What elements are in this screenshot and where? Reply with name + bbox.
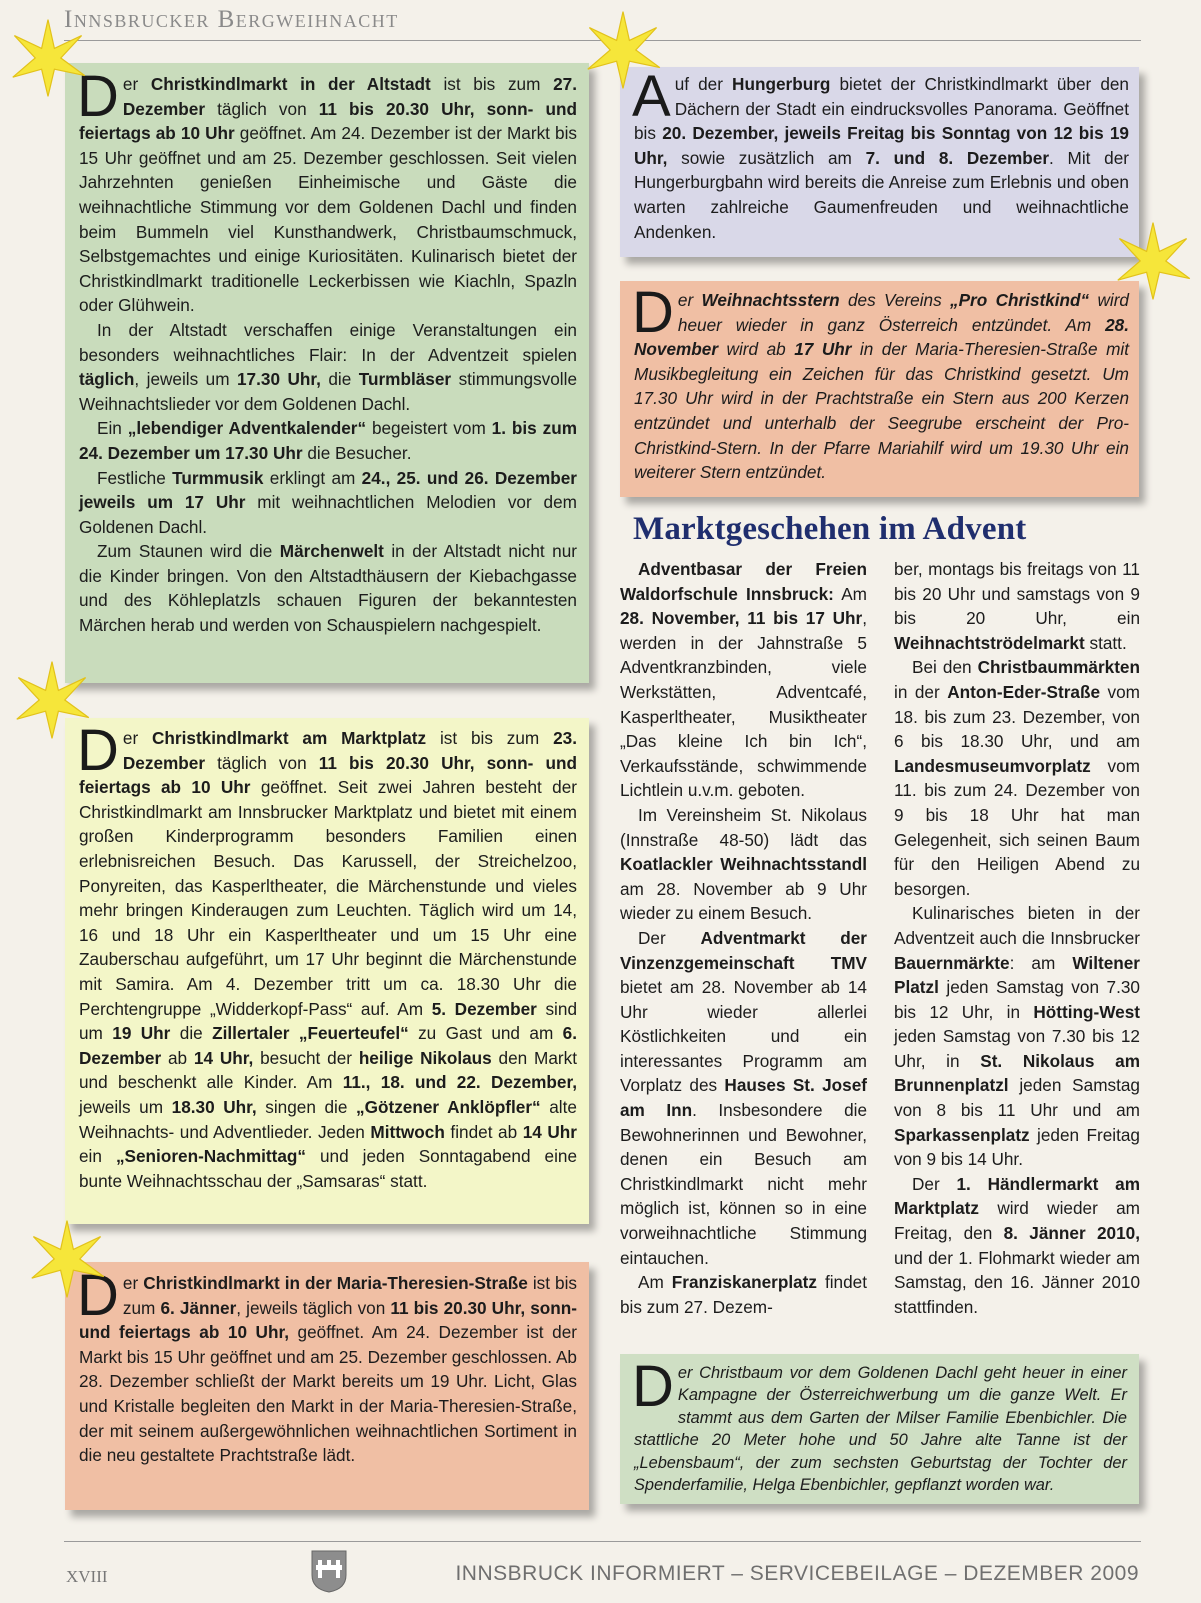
section-column-1 (620, 557, 867, 1319)
altstadt-paragraph-4: Festliche Turmmusik erklingt am 24., 25. und 26. Dezember jeweils um 17 Uhr mit weihnachtlichen Melodien vor dem Goldenen Dachl. (79, 467, 577, 537)
box-marktplatz (65, 718, 589, 1224)
dropcap: D (77, 1263, 119, 1328)
dropcap: D (632, 1354, 674, 1419)
dropcap: D (632, 280, 674, 345)
star-icon (8, 18, 88, 98)
column-1-paragraph: Adventbasar der Freien Waldorfschule Innsbruck: Am 28. November, 11 bis 17 Uhr, werden in der Jahnstraße 5 Adventkranzbinden, viele Werkstätten, Adventcafé, Kasperltheater, Musiktheater „Das kleine Ich bin Ich“, Verkaufsstände, schwimmende Lichtlein u.v.m. geboten. (620, 559, 867, 801)
section-heading: Marktgeschehen im Advent (633, 511, 1027, 547)
marktplatz-paragraph: Der Christkindlmarkt am Marktplatz ist bis zum 23. Dezember täglich von 11 bis 20.30 Uhr, sonn- und feiertags ab 10 Uhr geöffnet. Seit zwei Jahren besteht der Christkindlmarkt am Innsbrucker Marktplatz und bietet mit einem großen Kinderprogramm besonders Familien einen erlebnisreichen Besuch. Das Karussell, der Streichelzoo, Ponyreiten, das Kasperltheater, die Märchenstunde und vieles mehr bringen Kinderaugen zum Leuchten. Täglich wird um 14, 16 und 18 Uhr ein Kasperltheater und um 15 Uhr eine Zauberschau aufgeführt, um 17 Uhr beginnt die Märchenstunde mit Samira. Am 4. Dezember tritt um ca. 18.30 Uhr die Perchtengruppe „Widderkopf-Pass“ auf. Am 5. Dezember sind um 19 Uhr die Zillertaler „Feuerteufel“ zu Gast und am 6. Dezember ab 14 Uhr, besucht der heilige Nikolaus den Markt und beschenkt alle Kinder. Am 11., 18. und 22. Dezember, jeweils um 18.30 Uhr, singen die „Götzener Anklöpfler“ alte Weihnachts- und Adventlieder. Jeden Mittwoch findet ab 14 Uhr ein „Senioren-Nachmittag“ und jeden Sonntagabend eine bunte Weihnachtsschau der „Samsaras“ statt. (77, 718, 578, 1191)
dropcap: A (632, 64, 671, 129)
altstadt-paragraph-3: Ein „lebendiger Adventkalender“ begeistert vom 1. bis zum 24. Dezember um 17.30 Uhr die Besucher. (79, 418, 577, 463)
star-icon (27, 1219, 107, 1299)
altstadt-paragraph-1: Der Christkindlmarkt in der Altstadt ist bis zum 27. Dezember täglich von 11 bis 20.30 Uhr, sonn- und feiertags ab 10 Uhr geöffnet. Am 24. Dezember ist der Markt bis 15 Uhr geöffnet und am 25. Dezember geschlossen. Seit vielen Jahrzehnten genießen Einheimische und Gäste die weihnachtliche Stimmung vor dem Goldenen Dachl und finden beim Bummeln viel Kunsthandwerk, Christbaumschmuck, Selbstgemachtes und einige Kuriositäten. Kulinarisch bietet der Christkindlmarkt traditionelle Leckerbissen wie Kiachln, Spazln oder Glühwein. (77, 64, 577, 316)
footer-divider (64, 1541, 1141, 1542)
column-2-paragraph: Kulinarisches bieten in der Adventzeit auch die Innsbrucker Bauernmärkte: am Wiltener Platzl jeden Samstag von 7.30 bis 12 Uhr, in Hötting-West jeden Samstag von 7.30 bis 12 Uhr, in St. Nikolaus am Brunnenplatzl jeden Samstag von 8 bis 11 Uhr und am Sparkassenplatz jeden Freitag von 9 bis 14 Uhr. (894, 903, 1140, 1170)
dropcap: D (77, 64, 119, 129)
maria-theresien-paragraph: Der Christkindlmarkt in der Maria-Theresien-Straße ist bis zum 6. Jänner, jeweils täglich von 11 bis 20.30 Uhr, sonn- und feiertags ab 10 Uhr, geöffnet. Am 24. Dezember ist der Markt bis 15 Uhr geöffnet und am 25. Dezember geschlossen. Ab 28. Dezember schließt der Markt bereits um 19 Uhr. Licht, Glas und Kristalle begleiten den Markt in der Maria-Theresien-Straße, der mit seinem außergewöhnlichen weihnachtlichen Sortiment in die neu gestaltete Prachtstraße lädt. (77, 1263, 577, 1466)
box-altstadt (65, 63, 589, 683)
column-2-paragraph: Bei den Christbaummärkten in der Anton-Eder-Straße vom 18. bis zum 23. Dezember, von 6 bis 18.30 Uhr, und am Landesmuseumvorplatz vom 11. bis zum 24. Dezember von 9 bis 18 Uhr hat man Gelegenheit, sich seinen Baum für den Heiligen Abend zu besorgen. (894, 657, 1140, 899)
star-icon (1113, 221, 1193, 301)
publication-footer: INNSBRUCK INFORMIERT – SERVICEBEILAGE – DEZEMBER 2009 (455, 1562, 1139, 1585)
altstadt-paragraph-2: In der Altstadt verschaffen einige Veranstaltungen ein besonders weihnachtliches Flair: In der Adventzeit spielen täglich, jeweils um 17.30 Uhr, die Turmbläser stimmungsvolle Weihnachtslieder vor dem Goldenen Dachl. (79, 319, 578, 414)
weihnachtsstern-paragraph: Der Weihnachtsstern des Vereins „Pro Christkind“ wird heuer wieder in ganz Österreich entzündet. Am 28. November wird ab 17 Uhr in der Maria-Theresien-Straße mit Musikbegleitung ein Zeichen für das Christkind gesetzt. Um 17.30 Uhr wird in der Prachtstraße ein Stern aus 200 Kerzen entzündet und unterhalb der Seegrube erscheint der Pro-Christkind-Stern. In der Pfarre Mariahilf wird um 19.30 Uhr ein weiterer Stern entzündet. (632, 280, 1129, 483)
column-2-paragraph: Der 1. Händlermarkt am Marktplatz wird wieder am Freitag, den 8. Jänner 2010, und der 1. Flohmarkt wieder am Samstag, den 16. Jänner 2010 stattfinden. (894, 1173, 1141, 1317)
column-1-paragraph: Der Adventmarkt der Vinzenzgemeinschaft TMV bietet am 28. November ab 14 Uhr wieder allerlei Köstlichkeiten und ein interessantes Programm am Vorplatz des Hauses St. Josef am Inn. Insbesondere die Bewohnerinnen und Bewohner, denen ein Besuch am Christkindlmarkt nicht mehr möglich ist, können so in eine vorweihnachtliche Stimmung eintauchen. (620, 927, 868, 1268)
box-christbaum (620, 1354, 1139, 1504)
christbaum-paragraph: Der Christbaum vor dem Goldenen Dachl geht heuer in einer Kampagne der Österreichwerbung um die ganze Welt. Er stammt aus dem Garten der Milser Familie Ebenbichler. Die stattliche 20 Meter hohe und 50 Jahre alte Tanne ist der „Lebensbaum“, der zum sechsten Geburtstag der Tochter der Spenderfamilie, Helga Ebenbichler, gepflanzt worden war. (632, 1354, 1127, 1495)
box-weihnachtsstern (620, 281, 1139, 497)
column-1-paragraph: Im Vereinsheim St. Nikolaus (Innstraße 48-50) lädt das Koatlackler Weihnachtsstandl am 28. November ab 9 Uhr wieder zu einem Besuch. (620, 804, 867, 924)
box-maria-theresien (65, 1262, 589, 1510)
column-2-paragraph: ber, montags bis freitags von 11 bis 20 Uhr und samstags von 9 bis 20 Uhr, ein Weihnachtströdelmarkt statt. (894, 559, 1140, 653)
hungerburg-paragraph: Auf der Hungerburg bietet der Christkindlmarkt über den Dächern der Stadt ein eindrucksvolles Panorama. Geöffnet bis 20. Dezember, jeweils Freitag bis Sonntag von 12 bis 19 Uhr, sowie zusätzlich am 7. und 8. Dezember. Mit der Hungerburgbahn wird bereits die Anreise zum Erlebnis und oben warten zahlreiche Gaumenfreuden und weihnachtliche Andenken. (632, 64, 1129, 242)
star-icon (12, 660, 92, 740)
star-icon (583, 10, 663, 90)
page-number: XVIII (66, 1567, 108, 1586)
box-hungerburg (620, 64, 1139, 257)
section-column-2 (894, 557, 1140, 1319)
column-1-paragraph: Am Franziskanerplatz findet bis zum 27. Dezem- (620, 1272, 868, 1317)
dropcap: D (77, 718, 119, 783)
innsbruck-crest-icon (310, 1549, 348, 1593)
altstadt-paragraph-5: Zum Staunen wird die Märchenwelt in der Altstadt nicht nur die Kinder bringen. Von den Altstadthäusern der Kiebachgasse und des Köhleplatzls schauen Figuren der bekanntesten Märchen herab und werden von Schauspielern nachgespielt. (79, 541, 577, 636)
page-header-title: Innsbrucker Bergweihnacht (64, 6, 399, 33)
